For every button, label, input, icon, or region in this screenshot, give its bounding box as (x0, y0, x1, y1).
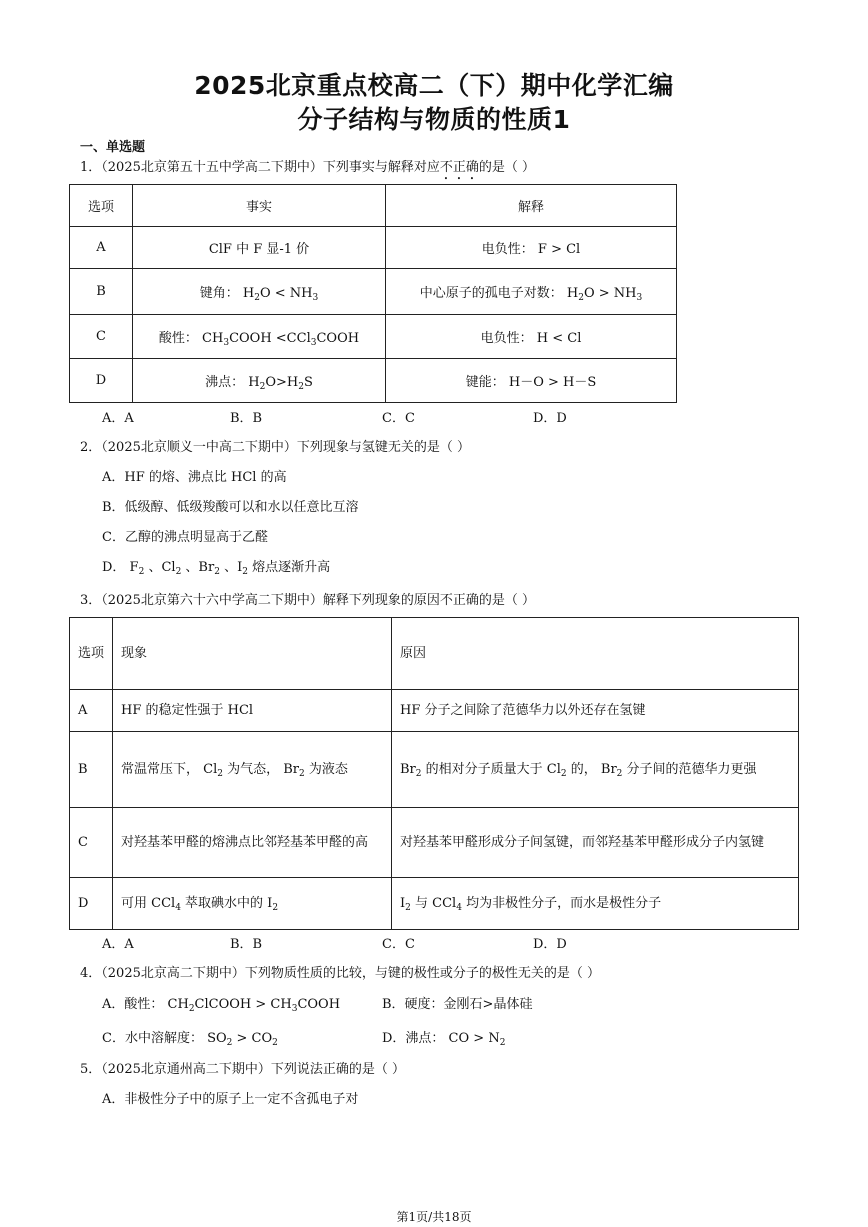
q5-choice-a[interactable]: A．非极性分子中的原子上一定不含孤电子对 (102, 1092, 359, 1107)
q4-choice-c[interactable]: C．水中溶解度： $SO_2 > CO_2$ (102, 1031, 278, 1048)
table-cell-fact: ClF 中 F 显-1 价 (133, 227, 386, 269)
table-header-cell: 选项 (70, 185, 133, 227)
table-cell-phenomenon: 对羟基苯甲醛的熔沸点比邻羟基苯甲醛的高 (113, 808, 392, 878)
question-4-stem: 4．（2025北京高二下期中）下列物质性质的比较，与键的极性或分子的极性无关的是（ ） (80, 966, 600, 981)
q4-choice-b[interactable]: B．硬度：金刚石>晶体硅 (382, 997, 533, 1012)
table-cell-reason: 电负性： F > Cl (386, 227, 677, 269)
q2-choice-d[interactable]: D． $F_2$ 、$Cl_2$ 、$Br_2$ 、$I_2$ 熔点逐渐升高 (102, 560, 331, 577)
table-cell-option: A (70, 227, 133, 269)
q3-choice-d[interactable]: D．D (533, 937, 567, 952)
table-cell-reason: HF 分子之间除了范德华力以外还存在氢键 (392, 690, 799, 732)
q3-choice-a[interactable]: A．A (102, 937, 134, 952)
question-3-stem: 3．（2025北京第六十六中学高二下期中）解释下列现象的原因不正确的是（ ） (80, 593, 535, 608)
q1-choice-d[interactable]: D．D (533, 411, 567, 426)
table-cell-phenomenon: HF 的稳定性强于 HCl (113, 690, 392, 732)
table-cell-reason: 中心原子的孤电子对数： $H_2O > NH_3$ (386, 269, 677, 315)
table-cell-reason: $I_2$ 与 CCl$_4$ 均为非极性分子，而水是极性分子 (392, 878, 799, 930)
table-row (70, 315, 677, 359)
question-2-stem: 2．（2025北京顺义一中高二下期中）下列现象与氢键无关的是（ ） (80, 440, 470, 455)
table-header-cell: 现象 (113, 618, 392, 690)
q2-choice-a[interactable]: A．HF 的熔、沸点比 HCl 的高 (102, 470, 287, 485)
table-header-cell: 选项 (70, 618, 113, 690)
table-header-row (70, 185, 677, 227)
question-1-table (69, 184, 677, 403)
table-header-cell: 解释 (386, 185, 677, 227)
table-cell-fact: 键角： $H_2O < NH_3$ (133, 269, 386, 315)
q4-choice-a[interactable]: A．酸性： $CH_2ClCOOH$ > $CH_3COOH$ (102, 997, 341, 1014)
table-row (70, 732, 799, 808)
table-row (70, 690, 799, 732)
q3-choice-b[interactable]: B．B (230, 937, 263, 952)
q2-choice-c[interactable]: C．乙醇的沸点明显高于乙醛 (102, 530, 268, 545)
question-5-stem: 5．（2025北京通州高二下期中）下列说法正确的是（ ） (80, 1062, 405, 1077)
q1-choice-b[interactable]: B．B (230, 411, 263, 426)
table-cell-reason: $Br_2$ 的相对分子质量大于 $Cl_2$ 的， $Br_2$ 分子间的范德华力更强 (392, 732, 799, 808)
table-row (70, 269, 677, 315)
table-cell-option: B (70, 269, 133, 315)
q4-choice-d[interactable]: D．沸点： CO > $N_2$ (382, 1031, 506, 1048)
page-title: 2025北京重点校高二（下）期中化学汇编 (194, 71, 674, 100)
table-cell-option: C (70, 808, 113, 878)
table-header-row (70, 618, 799, 690)
q3-choice-c[interactable]: C．C (382, 937, 415, 952)
table-cell-reason: 电负性： H < Cl (386, 315, 677, 359)
table-cell-phenomenon: 常温常压下， $Cl_2$ 为气态， $Br_2$ 为液态 (113, 732, 392, 808)
table-row (70, 878, 799, 930)
question-1-stem: 1．（2025北京第五十五中学高二下期中）下列事实与解释对应不正确的是（ ） (80, 160, 536, 175)
table-cell-reason: 键能： H－O > H－S (386, 359, 677, 403)
table-cell-reason: 对羟基苯甲醛形成分子间氢键，而邻羟基苯甲醛形成分子内氢键 (392, 808, 799, 878)
table-cell-phenomenon: 可用 CCl$_4$ 萃取碘水中的 $I_2$ (113, 878, 392, 930)
q2-choice-b[interactable]: B．低级醇、低级羧酸可以和水以任意比互溶 (102, 500, 359, 515)
table-cell-option: B (70, 732, 113, 808)
table-cell-option: D (70, 359, 133, 403)
table-cell-option: A (70, 690, 113, 732)
table-header-cell: 事实 (133, 185, 386, 227)
q1-choice-c[interactable]: C．C (382, 411, 415, 426)
page-subtitle: 分子结构与物质的性质1 (297, 105, 571, 134)
section-heading: 一、单选题 (80, 140, 146, 155)
question-3-table (69, 617, 799, 930)
table-cell-fact: 酸性： $CH_3COOH$ <CCl$_3$COOH (133, 315, 386, 359)
table-row (70, 227, 677, 269)
table-cell-option: D (70, 878, 113, 930)
table-cell-option: C (70, 315, 133, 359)
page-footer: 第1页/共18页 (396, 1210, 472, 1224)
q1-choice-a[interactable]: A．A (102, 411, 134, 426)
table-header-cell: 原因 (392, 618, 799, 690)
table-row (70, 359, 677, 403)
table-cell-fact: 沸点： $H_2O>H_2S$ (133, 359, 386, 403)
table-row (70, 808, 799, 878)
